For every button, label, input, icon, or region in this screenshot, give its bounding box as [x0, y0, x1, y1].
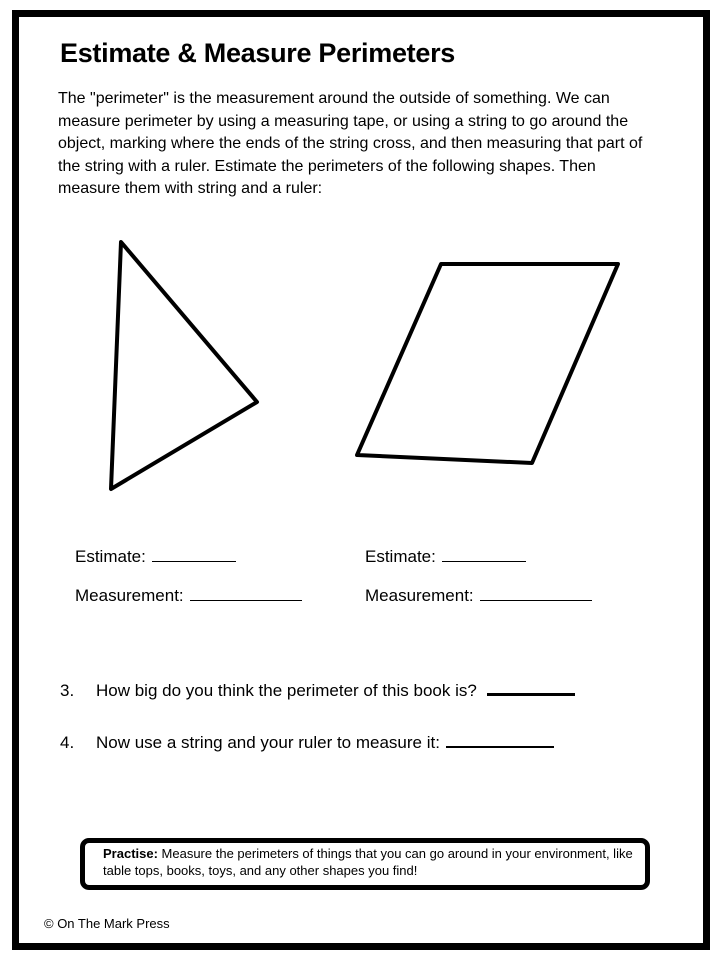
estimate-blank-2[interactable]	[442, 547, 526, 562]
measurement-field-2	[365, 586, 592, 606]
practice-text: Measure the perimeters of things that you can go around in your environment, like table tops, books, toys, and any other shapes you find!	[103, 846, 633, 878]
estimate-label-2: Estimate:	[365, 547, 436, 566]
question-3	[60, 679, 575, 701]
estimate-label-1: Estimate:	[75, 547, 146, 566]
answer-blank-3[interactable]	[487, 679, 575, 696]
intro-paragraph: The "perimeter" is the measurement around the outside of something. We can measure perimeter by using a measuring tape, or using a string to go around the object, marking where the ends of the string cross, and then measuring that part of the string with a ruler. Estimate the perimeters of the following shapes. Then measure them with string and a ruler:	[58, 90, 643, 197]
estimate-field-2	[365, 547, 526, 567]
question-text: Now use a string and your ruler to measure it:	[96, 733, 440, 752]
measurement-field-1	[75, 586, 302, 606]
copyright: © On The Mark Press	[44, 916, 170, 931]
measurement-blank-2[interactable]	[480, 586, 592, 601]
answer-blank-4[interactable]	[446, 732, 554, 748]
question-number: 4.	[60, 733, 75, 752]
question-4	[60, 732, 554, 753]
page-title: Estimate & Measure Perimeters	[60, 38, 455, 68]
measurement-label-2: Measurement:	[365, 586, 474, 605]
practice-box	[80, 838, 650, 890]
measurement-label-1: Measurement:	[75, 586, 184, 605]
parallelogram-shape	[357, 264, 618, 463]
question-text: How big do you think the perimeter of this book is?	[96, 681, 477, 700]
question-number: 3.	[60, 681, 75, 700]
estimate-field-1	[75, 547, 236, 567]
estimate-blank-1[interactable]	[152, 547, 236, 562]
measurement-blank-1[interactable]	[190, 586, 302, 601]
practice-label: Practise:	[103, 846, 158, 861]
triangle-shape	[111, 242, 257, 489]
